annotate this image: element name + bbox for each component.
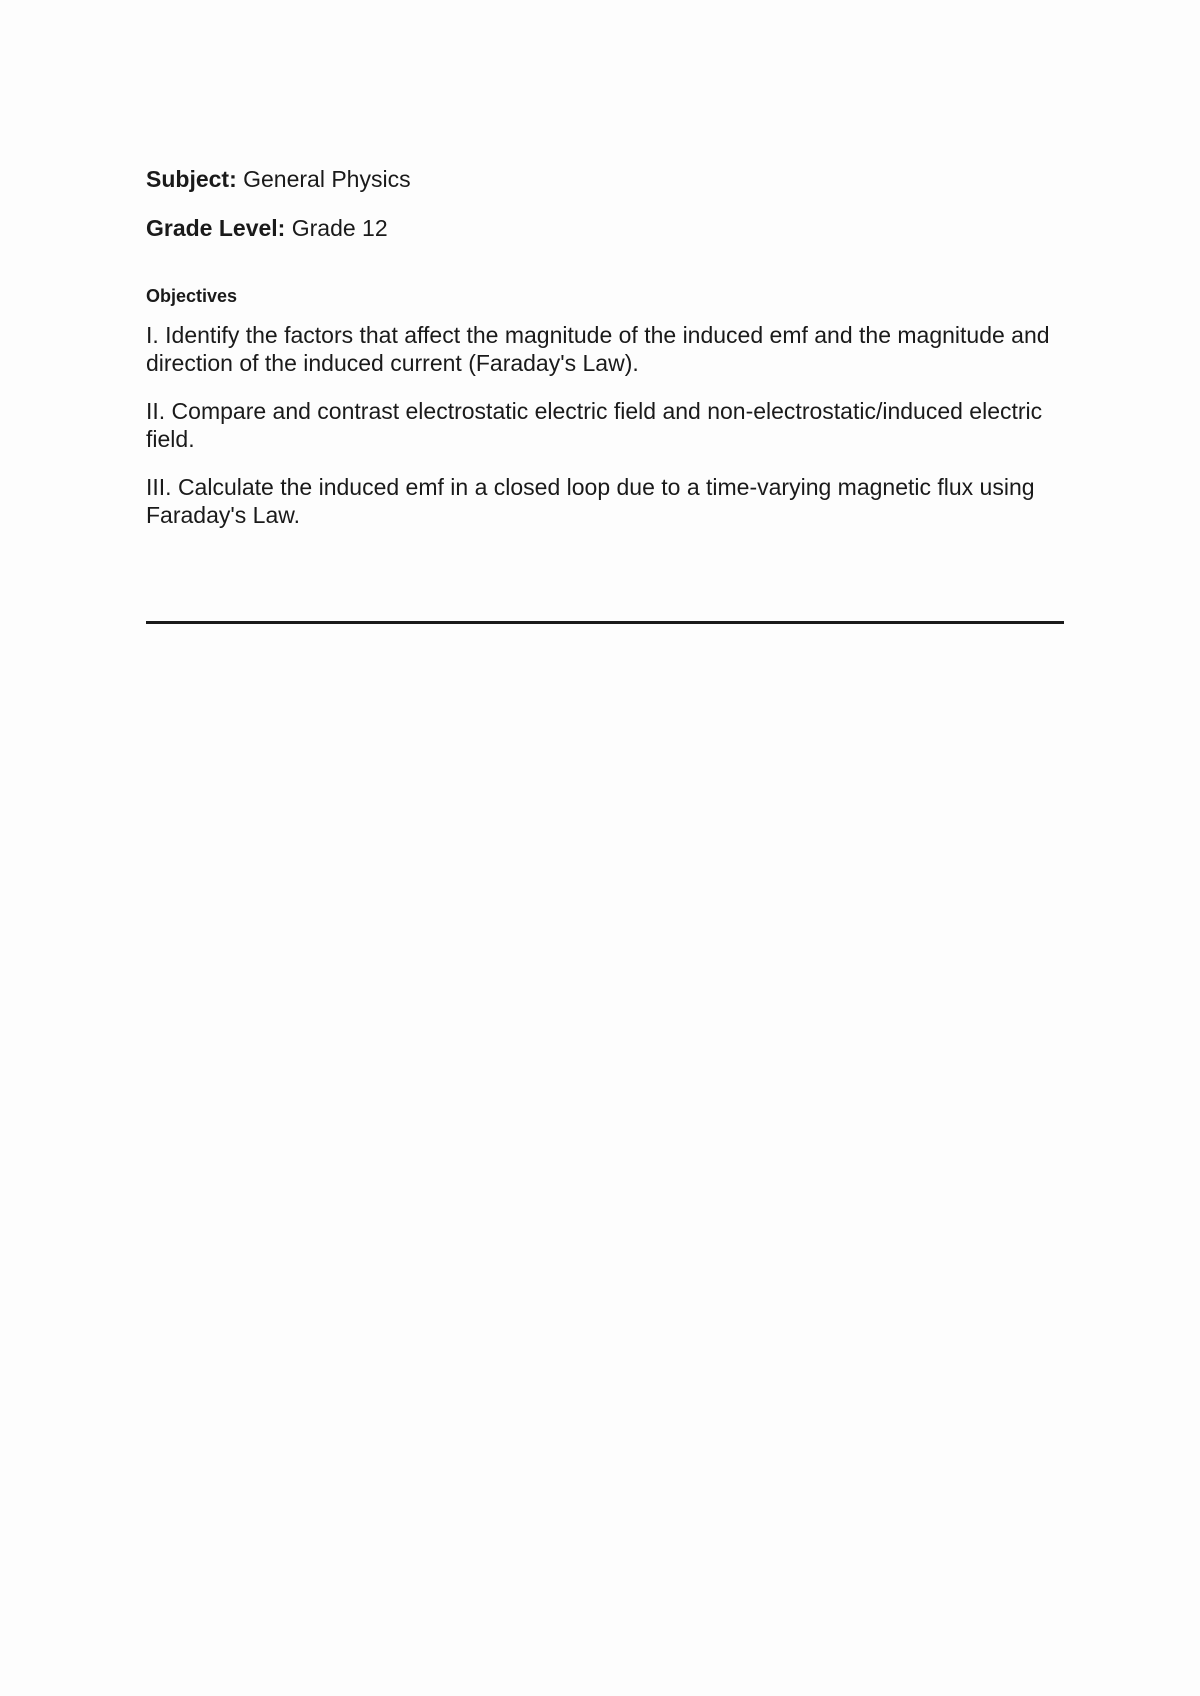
grade-level-value: Grade 12 [291, 215, 388, 241]
subject-value: General Physics [243, 166, 411, 192]
document-content [146, 164, 1066, 549]
objectives-heading: Objectives [146, 286, 238, 306]
objective-item-3: III. Calculate the induced emf in a closed loop due to a time-varying magnetic flux using Faraday's Law. [146, 474, 1035, 528]
objective-item-2: II. Compare and contrast electrostatic electric field and non-electrostatic/induced electric field. [146, 398, 1043, 452]
objective-item-1: I. Identify the factors that affect the magnitude of the induced emf and the magnitude and direction of the induced current (Faraday's Law). [146, 322, 1050, 376]
grade-level-label: Grade Level: [146, 215, 286, 241]
subject-line [146, 164, 1066, 194]
grade-level-line [146, 213, 1066, 243]
horizontal-divider [146, 621, 1064, 624]
subject-label: Subject: [146, 166, 237, 192]
